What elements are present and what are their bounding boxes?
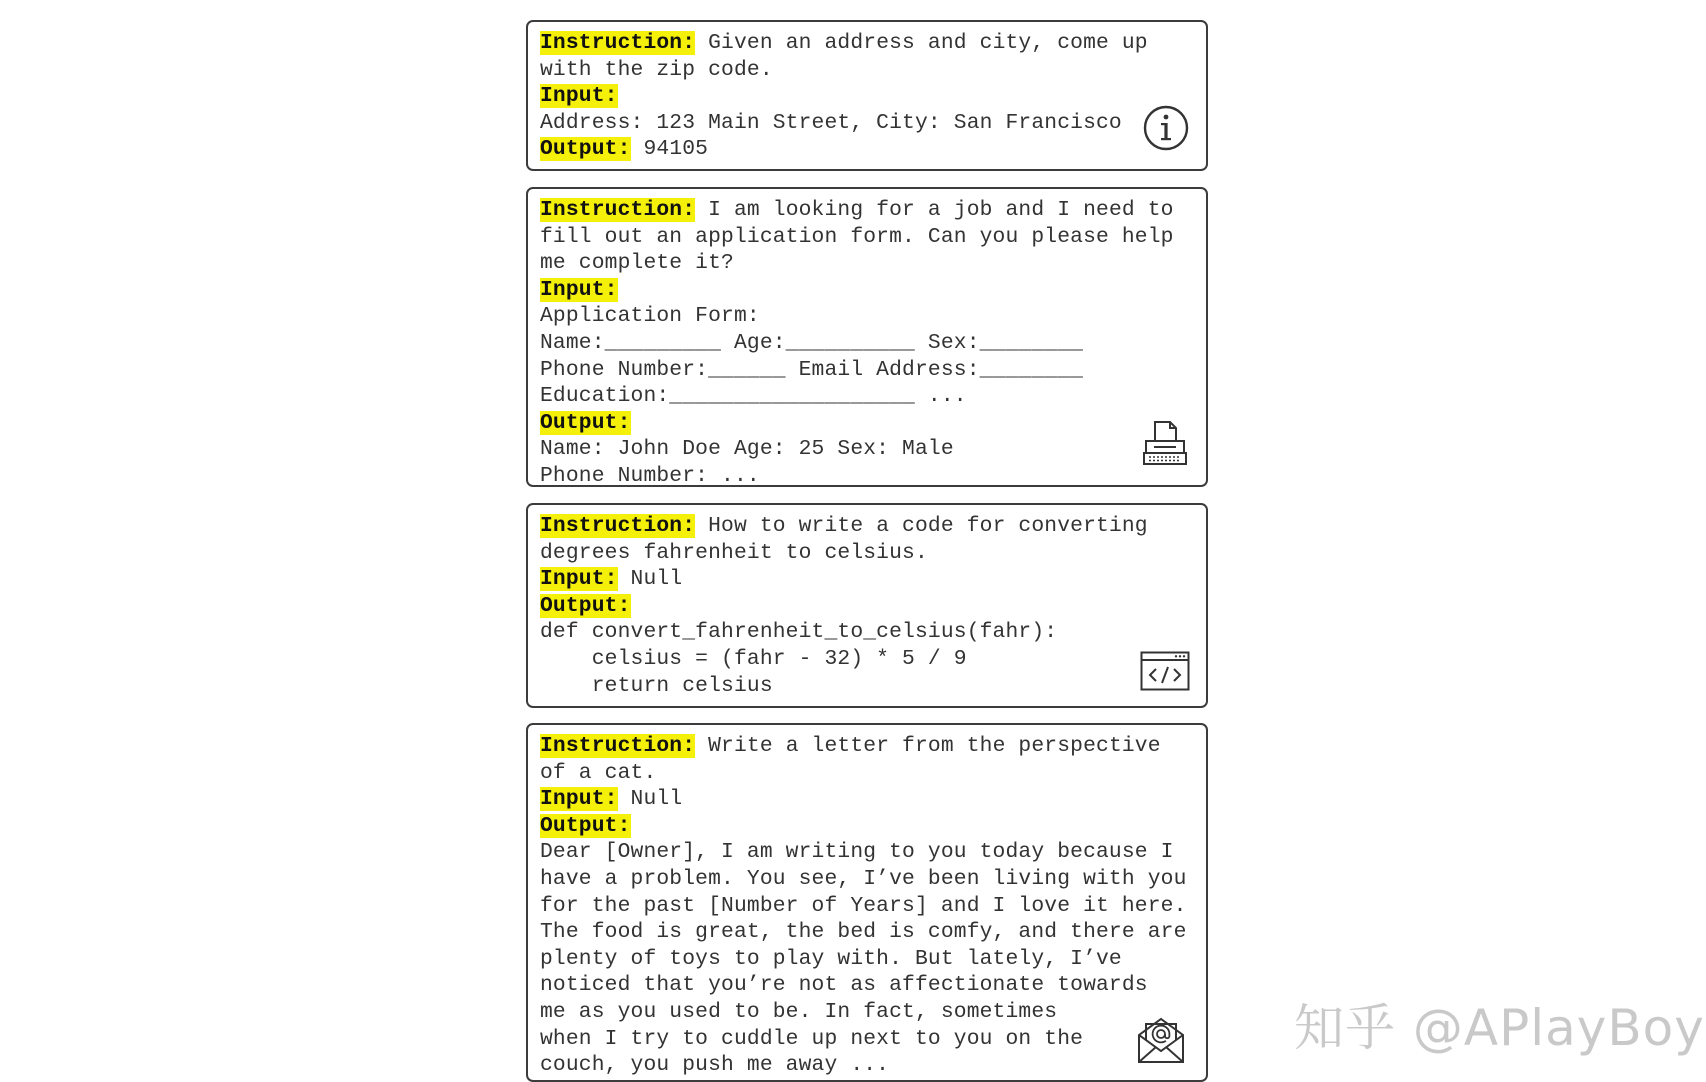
input-line (540, 786, 1194, 813)
letter-line: couch, you push me away ... (540, 1053, 890, 1078)
instruction-line: me complete it? (540, 251, 734, 276)
example-card-fahrenheit-code (526, 503, 1208, 708)
email-envelope-icon (1136, 1015, 1186, 1065)
output-label: Output: (540, 410, 631, 435)
output-label: Output: (540, 813, 631, 838)
instruction-line (540, 30, 1194, 57)
letter-line: plenty of toys to play with. But lately, I’ve (540, 946, 1122, 971)
letter-line: noticed that you’re not as affectionate towards (540, 973, 1148, 998)
letter-line: have a problem. You see, I’ve been living with you (540, 866, 1187, 891)
input-label: Input: (540, 787, 618, 812)
instruction-line (540, 197, 1194, 224)
input-line: Address: 123 Main Street, City: San Francisco (540, 110, 1122, 135)
output-label: Output: (540, 137, 631, 162)
instruction-line: with the zip code. (540, 57, 773, 82)
instruction-line: degrees fahrenheit to celsius. (540, 540, 928, 565)
input-text: Null (630, 567, 683, 592)
output-line (540, 136, 1194, 163)
instruction-text: How to write a code for converting (708, 514, 1148, 538)
output-label: Output: (540, 593, 631, 618)
instruction-label: Instruction: (540, 31, 696, 55)
input-label: Input: (540, 277, 618, 302)
instruction-line: of a cat. (540, 760, 657, 785)
example-card-zip-code (526, 20, 1208, 171)
example-card-application-form (526, 187, 1208, 487)
instruction-line: fill out an application form. Can you please help (540, 224, 1174, 249)
letter-line: The food is great, the bed is comfy, and there are (540, 920, 1187, 945)
input-label: Input: (540, 567, 618, 592)
input-line: Application Form: (540, 304, 760, 329)
instruction-line (540, 733, 1194, 760)
input-line: Phone Number:______ Email Address:________ (540, 357, 1084, 382)
code-line: return celsius (540, 673, 773, 698)
info-icon (1142, 104, 1190, 152)
watermark: 知乎 @APlayBoy (1294, 999, 1705, 1057)
typewriter-icon (1142, 419, 1188, 467)
input-line: Name:_________ Age:__________ Sex:________ (540, 330, 1084, 355)
letter-line: me as you used to be. In fact, sometimes (540, 999, 1058, 1024)
output-line: Phone Number: ... (540, 463, 760, 488)
instruction-text: Write a letter from the perspective (708, 734, 1161, 758)
code-window-icon (1140, 651, 1190, 691)
input-label-line (540, 277, 1194, 304)
output-label-line (540, 593, 1194, 620)
output-label-line (540, 813, 1194, 840)
input-line (540, 566, 1194, 593)
instruction-label: Instruction: (540, 198, 696, 222)
letter-line: when I try to cuddle up next to you on the (540, 1026, 1084, 1051)
code-line: def convert_fahrenheit_to_celsius(fahr): (540, 620, 1058, 645)
instruction-label: Instruction: (540, 734, 696, 758)
letter-line: for the past [Number of Years] and I love it here. (540, 893, 1187, 918)
instruction-text: Given an address and city, come up (708, 31, 1148, 55)
instruction-line (540, 513, 1194, 540)
input-line: Education:___________________ ... (540, 384, 967, 409)
output-line: Name: John Doe Age: 25 Sex: Male (540, 437, 954, 462)
example-card-cat-letter (526, 723, 1208, 1082)
output-label-line (540, 410, 1194, 437)
input-text: Null (630, 787, 683, 812)
input-label-line (540, 83, 1194, 110)
code-line: celsius = (fahr - 32) * 5 / 9 (540, 646, 967, 671)
input-label: Input: (540, 84, 618, 109)
instruction-label: Instruction: (540, 514, 696, 538)
instruction-text: I am looking for a job and I need to (708, 198, 1174, 222)
letter-line: Dear [Owner], I am writing to you today because I (540, 840, 1174, 865)
output-text: 94105 (643, 137, 709, 162)
